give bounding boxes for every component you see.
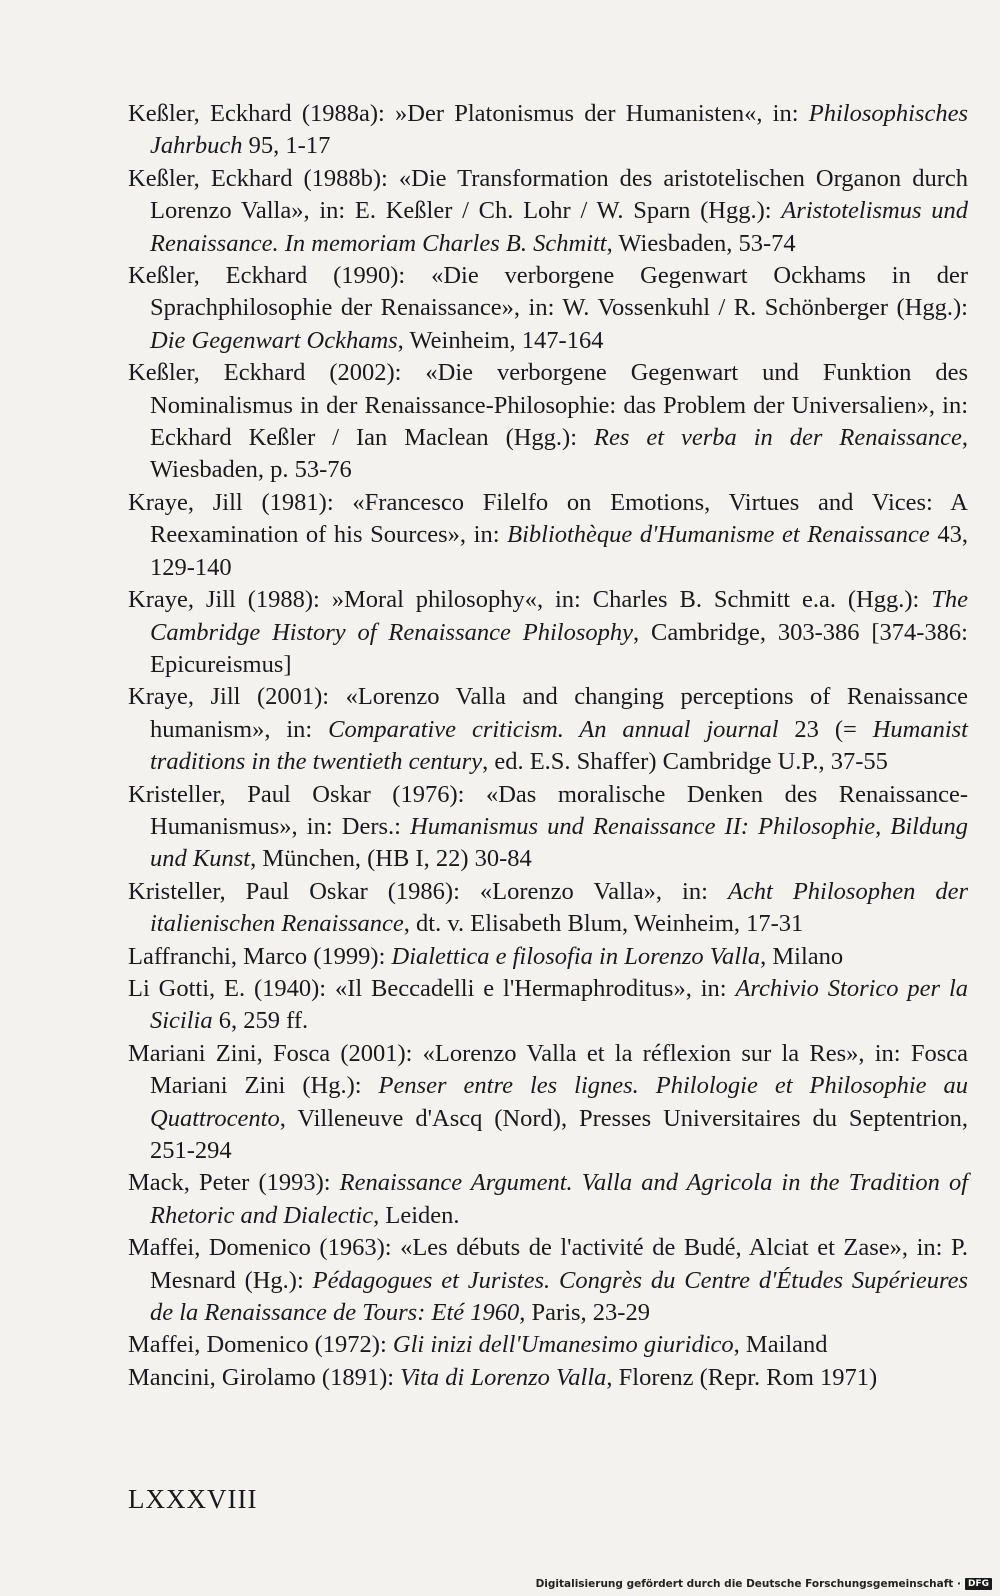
bibliography-entry bbox=[128, 1038, 968, 1168]
bibliography-entry bbox=[128, 681, 968, 778]
entry-text: Kraye, Jill (2001): «Lorenzo Valla and changing perceptions of Renaissance humanism», in: bbox=[128, 683, 968, 743]
entry-title-italic: The Cambridge History of Renaissance Philosophy bbox=[150, 586, 968, 646]
entry-title-italic: Die Gegenwart Ockhams bbox=[150, 326, 398, 354]
entry-text: Kraye, Jill (1981): «Francesco Filelfo on Emotions, Virtues and Vices: A Reexamination of his Sources», in: bbox=[128, 488, 968, 549]
bibliography-entry bbox=[128, 487, 968, 584]
bibliography-list bbox=[128, 98, 968, 1394]
entry-title-italic: Comparative criticism. An annual journal bbox=[328, 715, 779, 743]
entry-title-italic: Res et verba in der Renaissance bbox=[593, 424, 962, 452]
entry-text: Keßler, Eckhard (2002): «Die verborgene Gegenwart und Funktion des Nominalismus in der Renaissance-Philosophie: das Problem der Universalien», in: Eckhard Keßler / Ian Maclean (Hgg.): bbox=[128, 359, 968, 452]
entry-text: Mancini, Girolamo (1891): bbox=[128, 1363, 401, 1391]
entry-text: 43, 129-140 bbox=[150, 521, 969, 581]
bibliography-entry bbox=[128, 357, 968, 487]
page-number: LXXXVIII bbox=[128, 1484, 258, 1514]
entry-text: , Cambridge, 303-386 [374-386: Epicureismus] bbox=[150, 618, 968, 678]
bibliography-entry bbox=[128, 973, 968, 1038]
entry-text: Mack, Peter (1993): bbox=[128, 1169, 340, 1197]
entry-text: 23 (= bbox=[778, 715, 873, 743]
bibliography-entry bbox=[128, 941, 968, 973]
entry-text: Kristeller, Paul Oskar (1986): «Lorenzo Valla», in: bbox=[128, 877, 728, 905]
entry-text: Kraye, Jill (1988): »Moral philosophy«, in: Charles B. Schmitt e.a. (Hgg.): bbox=[128, 586, 932, 614]
entry-text: Maffei, Domenico (1963): «Les débuts de l'activité de Budé, Alciat et Zase», in: P. Mesnard (Hg.): bbox=[128, 1234, 968, 1294]
digitization-notice-text: Digitalisierung gefördert durch die Deutsche Forschungsgemeinschaft · bbox=[535, 1578, 961, 1590]
entry-text: , Florenz (Repr. Rom 1971) bbox=[606, 1363, 878, 1391]
bibliography-entry bbox=[128, 1167, 968, 1232]
entry-title-italic: Vita di Lorenzo Valla bbox=[400, 1363, 607, 1391]
entry-text: , ed. E.S. Shaffer) Cambridge U.P., 37-55 bbox=[482, 748, 888, 776]
entry-title-italic: Acht Philosophen der italienischen Renaissance bbox=[150, 877, 968, 938]
entry-title-italic: Penser entre les lignes. Philologie et Philosophie au Quattrocento bbox=[150, 1072, 969, 1132]
entry-title-italic: Gli inizi dell'Umanesimo giuridico bbox=[392, 1331, 734, 1359]
entry-text: Mariani Zini, Fosca (2001): «Lorenzo Valla et la réflexion sur la Res», in: Fosca Mariani Zini (Hg.): bbox=[128, 1039, 968, 1100]
dfg-logo-icon: DFG bbox=[965, 1578, 992, 1590]
entry-text: , Leiden. bbox=[373, 1201, 460, 1229]
bibliography-entry bbox=[128, 163, 968, 260]
entry-text: Keßler, Eckhard (1988b): «Die Transformation des aristotelischen Organon durch Lorenzo Valla», in: E. Keßler / Ch. Lohr / W. Sparn (Hgg.): bbox=[128, 164, 968, 225]
entry-title-italic: Pédagogues et Juristes. Congrès du Centre d'Études Supérieures de la Renaissance de Tours: Eté 1960 bbox=[150, 1266, 969, 1327]
bibliography-entry bbox=[128, 1329, 968, 1361]
entry-title-italic: Aristotelismus und Renaissance. In memoriam Charles B. Schmitt bbox=[150, 197, 968, 257]
entry-text: Li Gotti, E. (1940): «Il Beccadelli e l'Hermaphroditus», in: bbox=[128, 974, 736, 1002]
bibliography-entry bbox=[128, 876, 968, 941]
entry-text: , Weinheim, 147-164 bbox=[397, 326, 604, 354]
entry-text: , Wiesbaden, 53-74 bbox=[606, 229, 796, 257]
entry-title-italic: Renaissance Argument. Valla and Agricola in the Tradition of Rhetoric and Dialectic bbox=[150, 1169, 969, 1229]
digitization-notice bbox=[536, 1578, 992, 1590]
entry-text: , Villeneuve d'Ascq (Nord), Presses Universitaires du Septentrion, 251-294 bbox=[150, 1104, 968, 1164]
entry-text: 95, 1-17 bbox=[242, 132, 331, 160]
entry-text: Kristeller, Paul Oskar (1976): «Das moralische Denken des Renaissance-Humanismus», in: Ders.: bbox=[128, 780, 968, 840]
entry-title-italic: Archivio Storico per la Sicilia bbox=[150, 974, 968, 1035]
bibliography-entry bbox=[128, 1232, 968, 1329]
entry-text: , Wiesbaden, p. 53-76 bbox=[150, 424, 968, 484]
bibliography-entry bbox=[128, 584, 968, 681]
entry-text: Keßler, Eckhard (1988a): »Der Platonismus der Humanisten«, in: bbox=[128, 100, 809, 127]
entry-title-italic: Humanist traditions in the twentieth century bbox=[150, 715, 968, 776]
entry-text: , dt. v. Elisabeth Blum, Weinheim, 17-31 bbox=[403, 910, 804, 938]
entry-text: , Milano bbox=[760, 942, 844, 970]
bibliography-entry bbox=[128, 260, 968, 357]
entry-text: Keßler, Eckhard (1990): «Die verborgene Gegenwart Ockhams in der Sprachphilosophie der Renaissance», in: W. Vossenkuhl / R. Schönberger (Hgg.): bbox=[128, 262, 968, 322]
entry-title-italic: Philosophisches Jahrbuch bbox=[150, 100, 968, 160]
bibliography-entry bbox=[128, 779, 968, 876]
entry-text: 6, 259 ff. bbox=[212, 1007, 309, 1035]
entry-title-italic: Dialettica e filosofia in Lorenzo Valla bbox=[391, 942, 761, 970]
entry-title-italic: Bibliothèque d'Humanisme et Renaissance bbox=[507, 521, 930, 549]
bibliography-entry bbox=[128, 1362, 968, 1394]
entry-text: Maffei, Domenico (1972): bbox=[128, 1331, 393, 1359]
entry-title-italic: Humanismus und Renaissance II: Philosophie, Bildung und Kunst bbox=[150, 812, 968, 873]
entry-text: , Paris, 23-29 bbox=[519, 1299, 650, 1327]
bibliography-entry bbox=[128, 98, 968, 163]
entry-text: Laffranchi, Marco (1999): bbox=[128, 942, 392, 970]
entry-text: , Mailand bbox=[733, 1331, 828, 1359]
entry-text: , München, (HB I, 22) 30-84 bbox=[250, 845, 532, 873]
